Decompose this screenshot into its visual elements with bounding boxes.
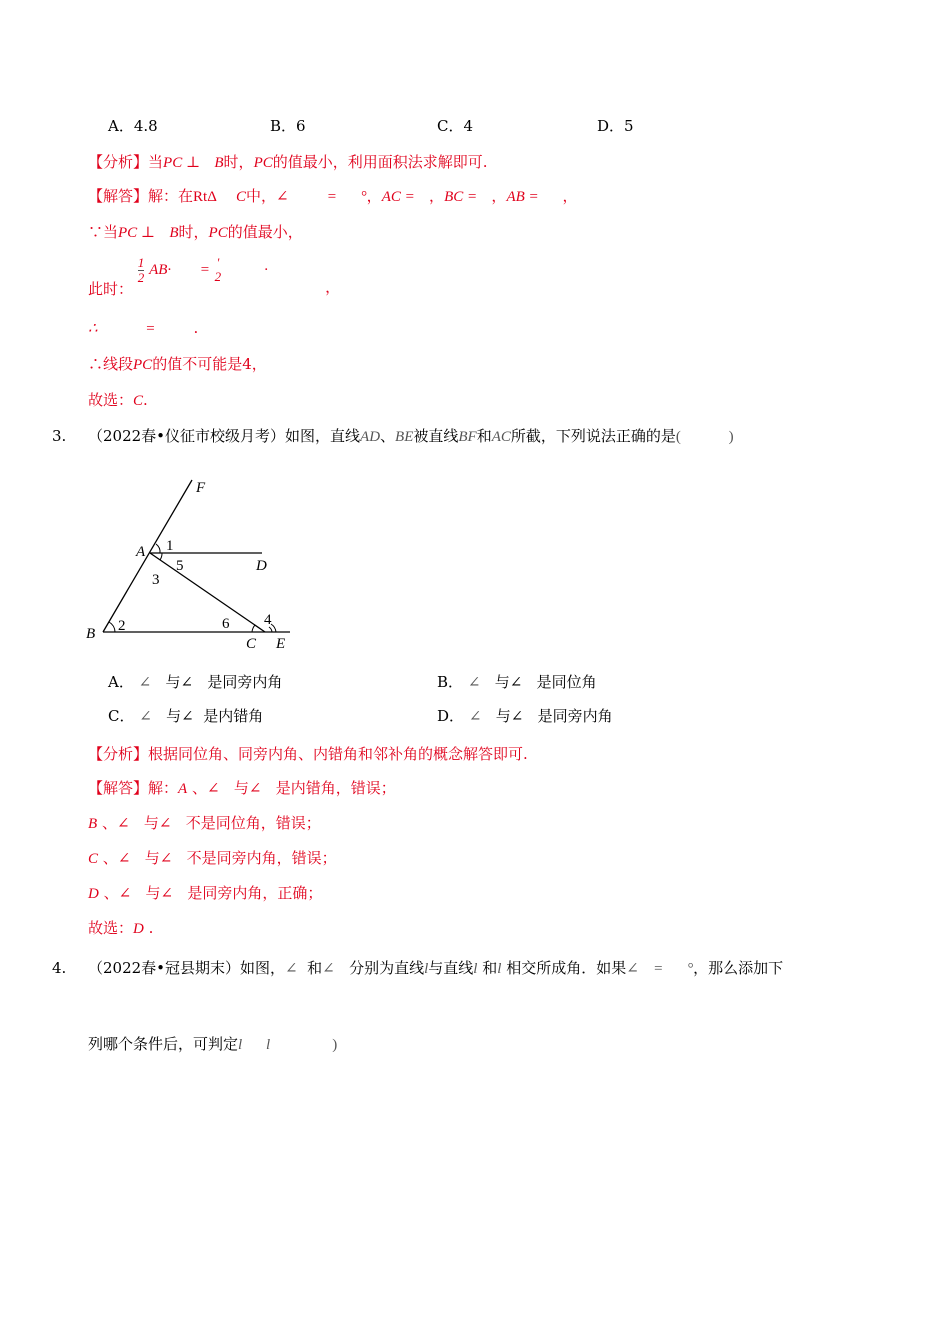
text: 解：在 [148,187,194,205]
text: 与∠ [143,814,172,832]
math: D [88,886,99,902]
text: ， [429,187,445,205]
arc-angle-5 [160,553,162,560]
text: 是同位角 [536,673,597,691]
text: 此时： [88,280,134,298]
math: ) [728,429,734,445]
arc-angle-2 [109,622,115,632]
math: l [473,961,478,977]
math: l [266,1037,271,1053]
q4-stem-line-2 [88,1034,337,1055]
math: C [88,851,99,867]
text: 不是同旁内角，错误； [186,849,337,867]
text: 时， [223,153,254,171]
analysis-tag: 【分析】 [88,153,149,171]
math: l [497,961,502,977]
text: （2022春•冠县期末）如图， [88,959,286,977]
text: （2022春•仪征市校级月考）如图，直线 [88,427,361,445]
math: l [238,1037,243,1053]
text: 不是同位角，错误； [185,814,321,832]
text: . [193,319,199,337]
math: ∠ [275,189,289,205]
math: BF [458,429,477,445]
denominator: 2 [214,269,222,284]
arc-angle-1 [156,544,160,553]
math: = [653,961,664,977]
analysis-tag: 【分析】 [88,745,149,763]
math: ∠ [117,851,131,867]
q4-stem-line-1 [88,958,783,979]
label-a: A [136,544,146,560]
text: ，那么添加下 [693,959,784,977]
text: 、 [101,814,117,832]
q3-analysis [88,744,528,764]
q2-option-d: D．5 [597,117,634,135]
math: C [133,393,144,409]
math: B [214,155,224,171]
text: ∴线段 [88,355,134,373]
numerator: 1 [137,254,145,270]
math: D [133,921,144,937]
text: ， [366,187,382,205]
math: = [326,189,337,205]
label-d: D [256,558,267,574]
text: 与∠ [494,673,523,691]
math: A [178,781,188,797]
text: . [143,391,148,409]
math: ∴ [88,321,98,337]
q2-solution [88,186,578,207]
q3-solution-row-d [88,883,322,904]
q2-analysis [88,152,488,173]
q3-solution-row-b [88,813,321,834]
line-ac [150,553,265,632]
math: RtΔ [193,189,217,205]
denominator: 2 [137,269,145,285]
text: ， [325,278,341,296]
label-angle-1: 1 [166,538,174,554]
option-letter: C． [108,707,135,725]
text: 的值最小， [227,223,303,241]
text: 与∠ [165,673,194,691]
math: PC [253,155,273,171]
solution-tag: 【解答】 [88,187,149,205]
math: ∠ [139,709,152,725]
text: ， [562,187,578,205]
q3-solution-row-c [88,848,337,869]
math: ° [687,961,694,977]
math: ∠ [138,675,152,691]
text: 和 [476,427,492,445]
text: 、 [103,884,119,902]
text: 与直线 [428,959,474,977]
label-c: C [246,636,257,650]
q2-at-this-time [88,254,341,298]
q2-choose [88,390,148,411]
solution-tag: 【解答】 [88,779,149,797]
text: ∵当 [88,223,119,241]
text: 时， [178,223,209,241]
text: 解： [148,779,179,797]
math: ∠ [468,709,482,725]
text: 是同旁内角 [537,707,613,725]
math: ∠ [626,961,639,977]
text: 被直线 [413,427,459,445]
text: 当 [148,153,164,171]
text: 、 [102,849,118,867]
math: PC ⊥ [118,225,156,241]
q2-option-a: A．4.8 [108,117,158,135]
q3-choose [88,918,153,939]
math: ∠ [467,675,481,691]
geometry-figure [80,470,310,650]
q3-number: 3. [52,427,67,445]
math: ) [332,1037,338,1053]
text: 相交所成角．如果 [506,959,627,977]
text: 的值不可能是4， [152,355,267,373]
line-bf [103,480,192,632]
fraction [215,256,222,284]
label-angle-6: 6 [222,616,230,632]
math: PC [208,225,228,241]
fraction [138,256,145,285]
text: 、 [380,427,396,445]
text: 是同旁内角，正确； [187,884,323,902]
q2-option-c: C．4 [437,117,474,135]
text: . [148,919,154,937]
label-angle-4: 4 [264,612,272,628]
text: 中， [245,187,276,205]
math: AB = [506,189,539,205]
option-letter: D． [437,707,465,725]
math: ∠ [116,816,130,832]
text: 是内错角 [203,707,264,725]
text: 与∠ [144,849,173,867]
math: AC = [381,189,415,205]
q2-therefore-1 [88,318,198,339]
q3-option-a [108,672,282,693]
text: 与∠ [495,707,524,725]
q3-stem [88,426,734,447]
text: 故选： [88,919,134,937]
text: 根据同位角、同旁内角、内错角和邻补角的概念解答即可. [148,745,528,763]
q3-option-c [108,706,263,727]
q3-option-b [437,672,597,693]
text: ， [491,187,507,205]
q3-option-d [437,706,613,727]
math: ( [675,429,681,445]
math: C [235,189,246,205]
math: = [199,262,210,278]
text: 是同旁内角 [207,673,283,691]
text: 、 [191,779,207,797]
math: BC = [444,189,478,205]
math: = [145,321,156,337]
math: ∠ [285,961,298,977]
text: 和 [482,959,498,977]
option-letter: A． [108,673,134,691]
text: 是内错角，错误； [275,779,396,797]
q2-because [88,222,303,243]
text: 列哪个条件后，可判定 [88,1035,239,1053]
q3-solution-row-a [88,778,396,799]
math: BE [395,429,414,445]
text: 和 [307,959,323,977]
math: AD [360,429,381,445]
label-angle-5: 5 [176,558,184,574]
label-f: F [196,480,206,496]
text: 故选： [88,391,134,409]
math: PC [133,357,153,373]
math: AC [491,429,511,445]
text: 所截，下列说法正确的是 [510,427,676,445]
text: 与∠ [145,884,174,902]
math: ∠ [118,886,132,902]
math: ∠ [322,961,335,977]
numerator: ' [216,255,220,270]
math: AB· [149,262,172,278]
math: · [264,262,268,278]
label-angle-3: 3 [152,572,160,588]
math: ° [360,189,367,205]
text: 分别为直线 [349,959,425,977]
math: B [88,816,98,832]
text: 与∠ [233,779,262,797]
text: 的值最小，利用面积法求解即可. [272,153,488,171]
q2-therefore-2 [88,354,267,375]
label-angle-2: 2 [118,618,126,634]
math: B [169,225,179,241]
math: l [424,961,429,977]
q2-option-b: B．6 [270,117,306,135]
text: 与∠ [166,707,194,725]
math: PC ⊥ [163,155,201,171]
label-e: E [276,636,286,650]
math: ∠ [207,781,220,797]
arc-angle-6 [252,625,255,632]
label-b: B [86,626,96,642]
q4-number: 4. [52,959,67,977]
option-letter: B． [437,673,464,691]
